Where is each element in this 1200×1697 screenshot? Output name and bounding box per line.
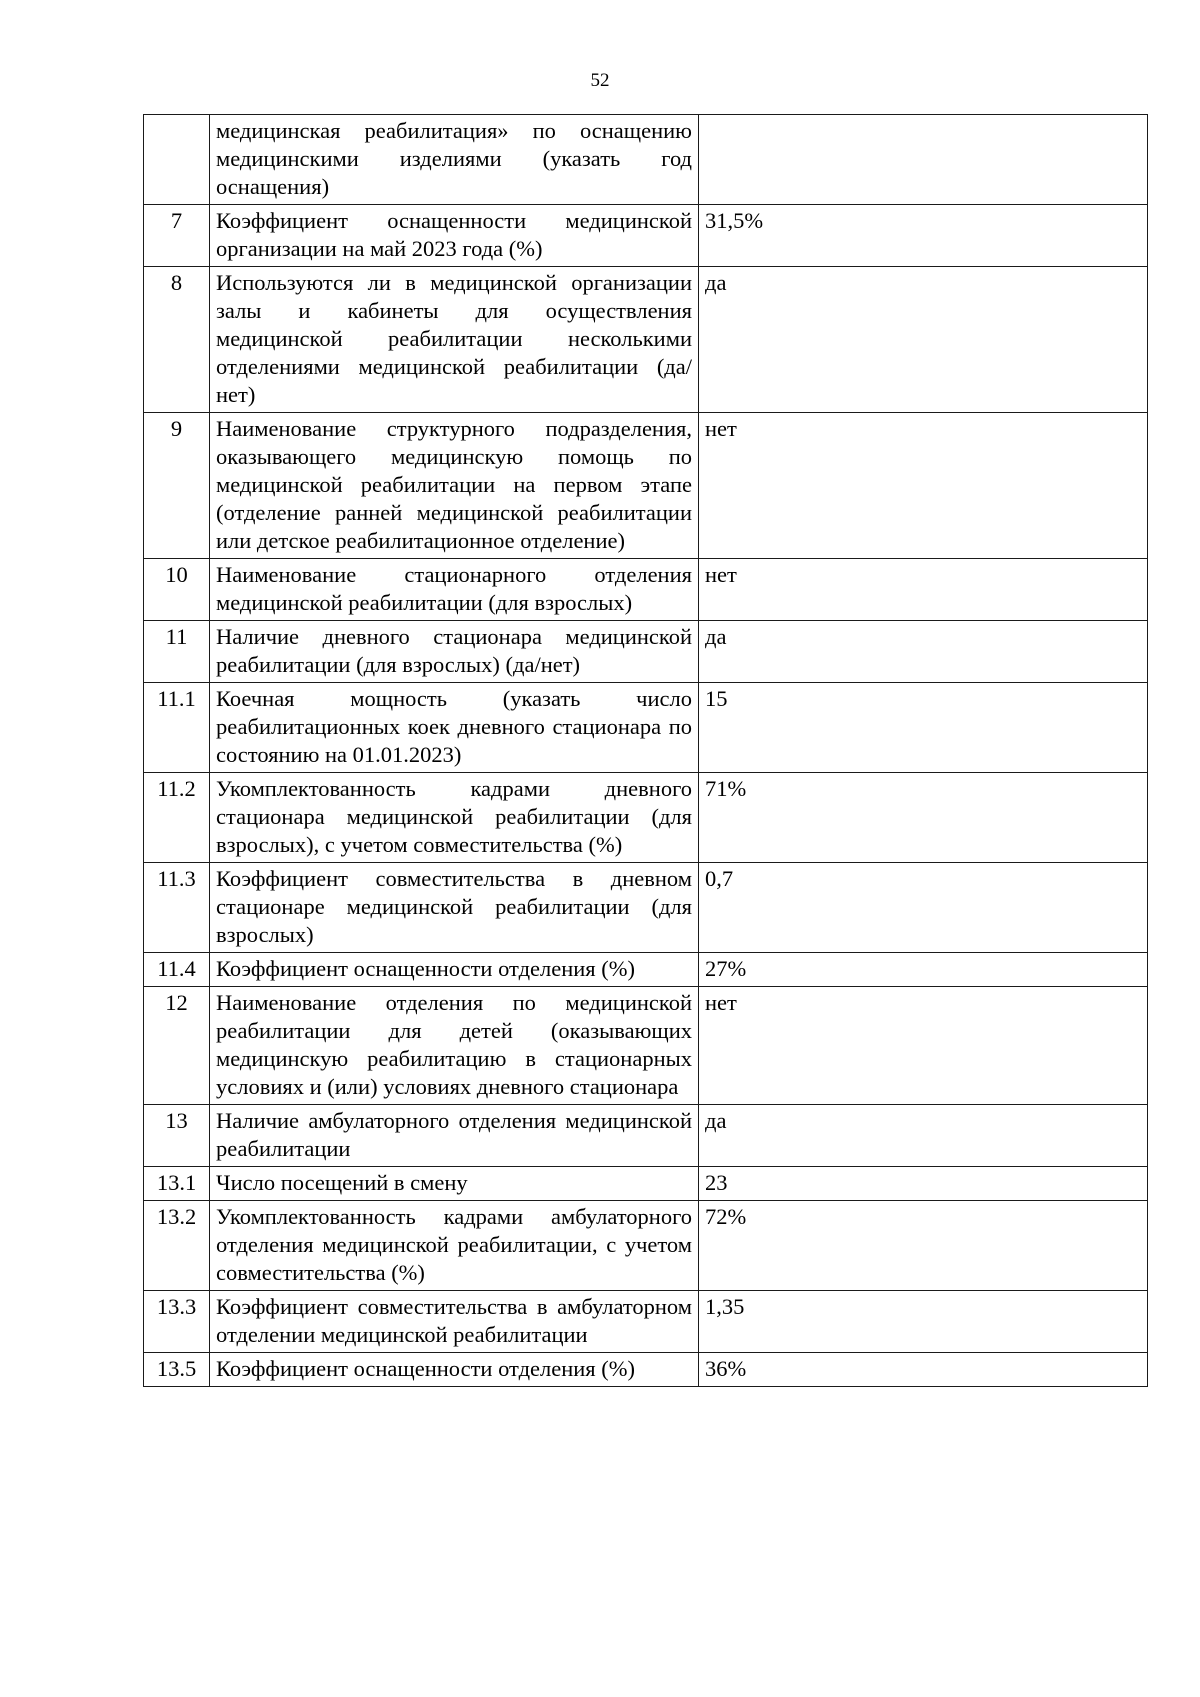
table-row — [144, 115, 1148, 205]
row-indicator: Коечная мощность (указать число реабилитационных коек дневного стационара по состоянию на 01.01.2023) — [210, 683, 699, 773]
row-number: 7 — [144, 205, 210, 267]
row-indicator: Коэффициент совместительства в дневном стационаре медицинской реабилитации (для взрослых) — [210, 863, 699, 953]
row-number: 11.2 — [144, 773, 210, 863]
row-indicator: Укомплектованность кадрами амбулаторного отделения медицинской реабилитации, с учетом совместительства (%) — [210, 1201, 699, 1291]
row-indicator: Число посещений в смену — [210, 1167, 699, 1201]
row-indicator: Коэффициент оснащенности отделения (%) — [210, 953, 699, 987]
page-number: 52 — [590, 70, 610, 91]
row-value: 15 — [699, 683, 1148, 773]
row-number: 11 — [144, 621, 210, 683]
row-number: 13.3 — [144, 1291, 210, 1353]
indicators-table — [143, 114, 1148, 1387]
row-value: 0,7 — [699, 863, 1148, 953]
row-number: 11.1 — [144, 683, 210, 773]
row-value: 72% — [699, 1201, 1148, 1291]
row-number: 8 — [144, 267, 210, 413]
row-value: 1,35 — [699, 1291, 1148, 1353]
table-row — [144, 683, 1148, 773]
row-value: да — [699, 1105, 1148, 1167]
table-row — [144, 773, 1148, 863]
row-value — [699, 115, 1148, 205]
table-row — [144, 863, 1148, 953]
table-row — [144, 953, 1148, 987]
row-value: нет — [699, 559, 1148, 621]
row-value: да — [699, 621, 1148, 683]
row-indicator: Используются ли в медицинской организации залы и кабинеты для осуществления медицинской реабилитации несколькими отделениями медицинской реабилитации (да/нет) — [210, 267, 699, 413]
table-row — [144, 987, 1148, 1105]
row-indicator: Коэффициент оснащенности медицинской организации на май 2023 года (%) — [210, 205, 699, 267]
row-number — [144, 115, 210, 205]
row-number: 10 — [144, 559, 210, 621]
row-indicator: Наличие дневного стационара медицинской реабилитации (для взрослых) (да/нет) — [210, 621, 699, 683]
table-row — [144, 1167, 1148, 1201]
row-value: 23 — [699, 1167, 1148, 1201]
row-value: 36% — [699, 1353, 1148, 1387]
table-row — [144, 205, 1148, 267]
row-value: 71% — [699, 773, 1148, 863]
table-row — [144, 1105, 1148, 1167]
row-value: да — [699, 267, 1148, 413]
row-number: 13.5 — [144, 1353, 210, 1387]
table-row — [144, 559, 1148, 621]
table-row — [144, 413, 1148, 559]
row-number: 9 — [144, 413, 210, 559]
row-number: 11.3 — [144, 863, 210, 953]
row-indicator: Укомплектованность кадрами дневного стационара медицинской реабилитации (для взрослых), с учетом совместительства (%) — [210, 773, 699, 863]
table-row — [144, 1201, 1148, 1291]
row-number: 13.2 — [144, 1201, 210, 1291]
row-value: 27% — [699, 953, 1148, 987]
row-value: нет — [699, 987, 1148, 1105]
row-indicator: Коэффициент совместительства в амбулаторном отделении медицинской реабилитации — [210, 1291, 699, 1353]
row-indicator: Наименование структурного подразделения, оказывающего медицинскую помощь по медицинской реабилитации на первом этапе (отделение ранней медицинской реабилитации или детское реабилитационное отделение) — [210, 413, 699, 559]
row-indicator: медицинская реабилитация» по оснащению медицинскими изделиями (указать год оснащения) — [210, 115, 699, 205]
row-number: 13.1 — [144, 1167, 210, 1201]
row-number: 11.4 — [144, 953, 210, 987]
row-value: нет — [699, 413, 1148, 559]
table-row — [144, 1291, 1148, 1353]
row-value: 31,5% — [699, 205, 1148, 267]
table-row — [144, 621, 1148, 683]
table-row — [144, 1353, 1148, 1387]
row-indicator: Наименование стационарного отделения медицинской реабилитации (для взрослых) — [210, 559, 699, 621]
row-number: 13 — [144, 1105, 210, 1167]
table-row — [144, 267, 1148, 413]
row-indicator: Наименование отделения по медицинской реабилитации для детей (оказывающих медицинскую реабилитацию в стационарных условиях и (или) условиях дневного стационара — [210, 987, 699, 1105]
row-indicator: Наличие амбулаторного отделения медицинской реабилитации — [210, 1105, 699, 1167]
row-number: 12 — [144, 987, 210, 1105]
row-indicator: Коэффициент оснащенности отделения (%) — [210, 1353, 699, 1387]
